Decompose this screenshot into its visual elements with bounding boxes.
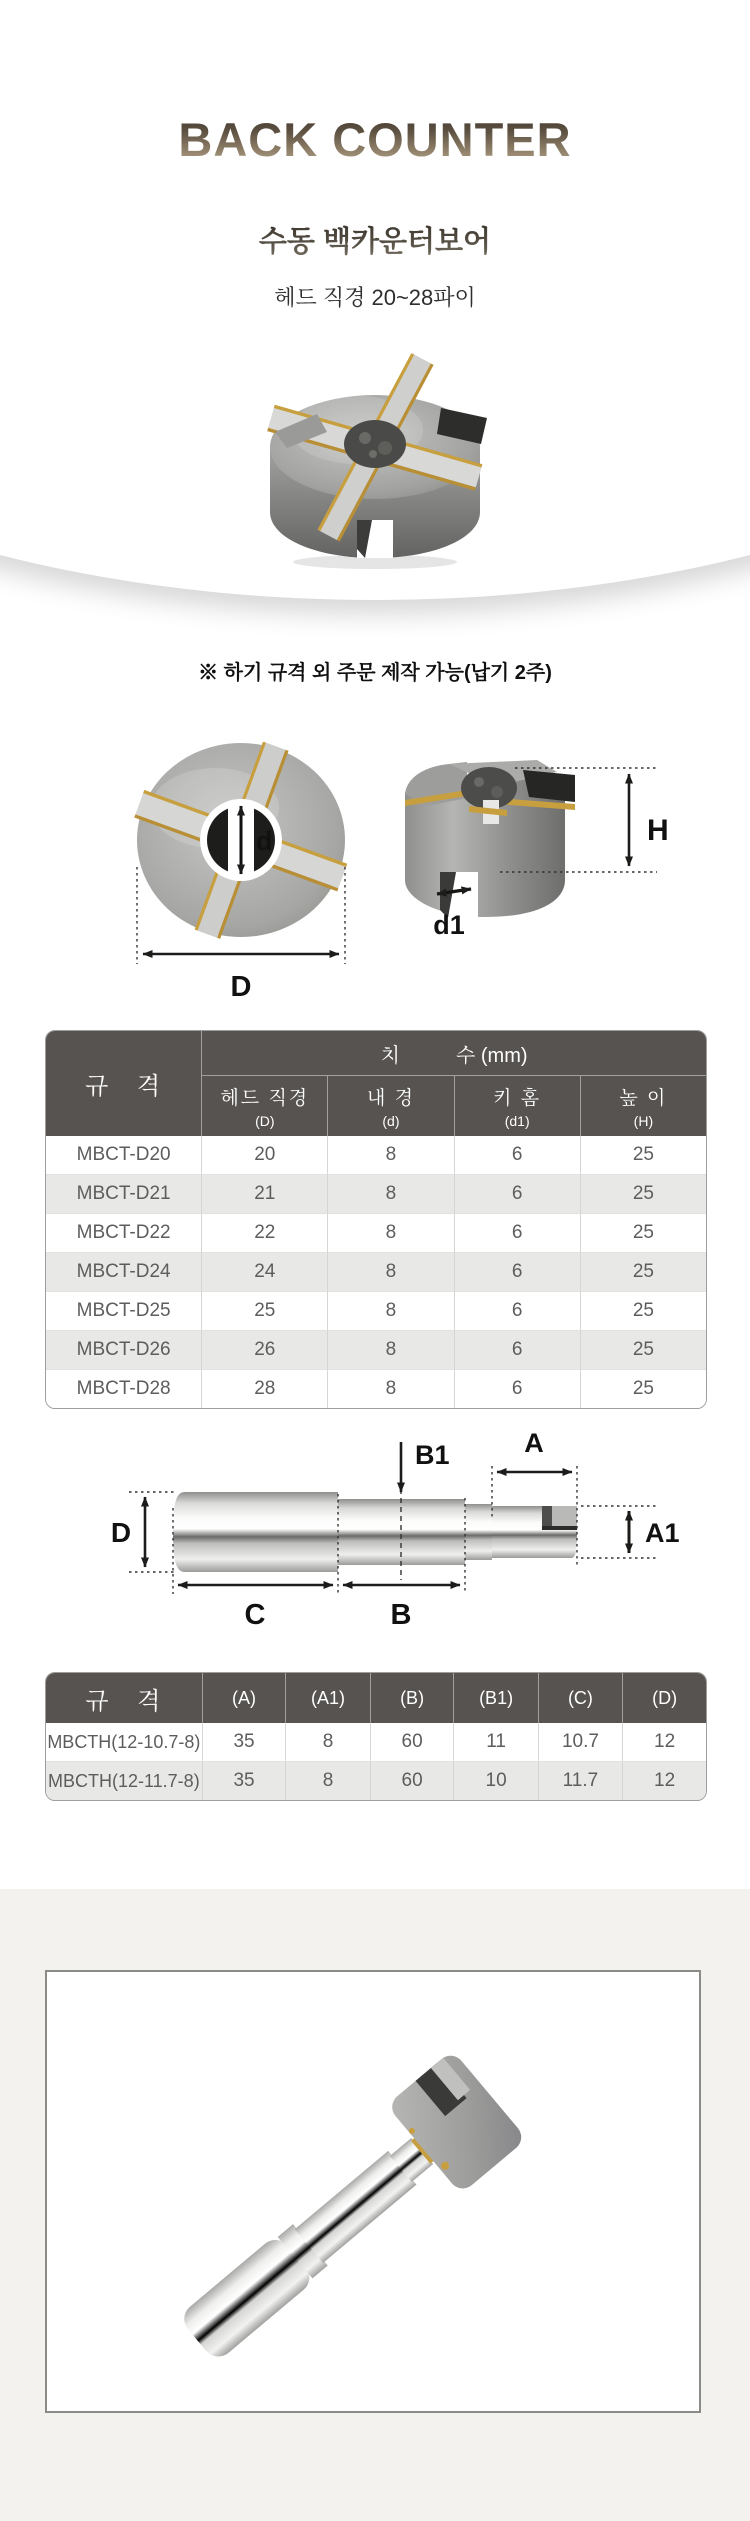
spec-value-cell: 12 <box>622 1761 706 1800</box>
column-header-A1: (A1) <box>285 1673 369 1723</box>
spec-value-cell: 6 <box>454 1252 580 1291</box>
spec-value-cell: 24 <box>201 1252 327 1291</box>
column-header-C: (C) <box>538 1673 622 1723</box>
column-header-D: (D) <box>622 1673 706 1723</box>
page-tagline: 헤드 직경 20~28파이 <box>274 285 476 310</box>
shank-dimension-diagram <box>45 1428 705 1663</box>
spec-value-cell: 11.7 <box>538 1761 622 1800</box>
assembled-tool-image <box>47 1972 699 2411</box>
column-header-A: (A) <box>202 1673 286 1723</box>
column-header-B1: (B1) <box>453 1673 537 1723</box>
spec-value-cell: 8 <box>327 1136 453 1174</box>
table-row <box>46 1136 706 1174</box>
page-title: BACK COUNTER <box>0 112 750 167</box>
spec-value-cell: 8 <box>327 1291 453 1330</box>
spec-value-cell: 8 <box>327 1330 453 1369</box>
spec-value-cell: 20 <box>201 1136 327 1174</box>
dimension-label-A: A <box>524 1428 544 1458</box>
page-subtitle: 수동 백카운터보어 <box>0 219 750 260</box>
table-row <box>46 1761 706 1800</box>
head-dimension-diagram <box>45 742 705 1002</box>
spec-value-cell: 28 <box>201 1369 327 1408</box>
column-header-height: 높 이 (H) <box>580 1076 706 1136</box>
dimension-label-shank-D: D <box>110 1517 132 1548</box>
spec-value-cell: 35 <box>202 1723 286 1761</box>
dimension-label-C: C <box>244 1599 266 1631</box>
hero-product-image <box>245 352 505 572</box>
spec-column-header: 규 격 <box>46 1673 202 1723</box>
table-row <box>46 1252 706 1291</box>
column-header-inner-diameter: 내 경 (d) <box>327 1076 453 1136</box>
spec-value-cell: 10.7 <box>538 1723 622 1761</box>
spec-column-header: 규 격 <box>46 1031 201 1136</box>
spec-value-cell: 25 <box>580 1136 706 1174</box>
spec-value-cell: 25 <box>580 1213 706 1252</box>
column-header-head-diameter: 헤드 직경 (D) <box>201 1076 327 1136</box>
spec-value-cell: 6 <box>454 1291 580 1330</box>
dimension-label-H: H <box>647 814 669 847</box>
column-header-keyway: 키 홈 (d1) <box>454 1076 580 1136</box>
spec-value-cell: 8 <box>285 1723 369 1761</box>
spec-value-cell: 8 <box>327 1213 453 1252</box>
group-header-right: 수 (mm) <box>456 1044 528 1067</box>
spec-value-cell: 10 <box>453 1761 537 1800</box>
spec-value-cell: 22 <box>201 1213 327 1252</box>
head-spec-table <box>45 1030 707 1409</box>
spec-value-cell: 60 <box>370 1723 454 1761</box>
table-row <box>46 1213 706 1252</box>
spec-value-cell: 6 <box>454 1369 580 1408</box>
dimension-label-B1: B1 <box>415 1440 450 1470</box>
spec-value-cell: 6 <box>454 1174 580 1213</box>
spec-value-cell: 21 <box>201 1174 327 1213</box>
spec-value-cell: 35 <box>202 1761 286 1800</box>
spec-value-cell: 60 <box>370 1761 454 1800</box>
spec-value-cell: 25 <box>580 1330 706 1369</box>
spec-name-cell: MBCTH(12-11.7-8) <box>46 1761 202 1800</box>
group-header-left: 치 <box>380 1044 400 1067</box>
spec-name-cell: MBCT-D26 <box>46 1330 201 1369</box>
custom-order-note: ※ 하기 규격 외 주문 제작 가능(납기 2주) <box>198 662 552 684</box>
spec-value-cell: 6 <box>454 1213 580 1252</box>
shank-spec-table-body <box>46 1723 706 1800</box>
bottom-section <box>0 1889 750 2521</box>
column-header-B: (B) <box>370 1673 454 1723</box>
spec-value-cell: 25 <box>580 1369 706 1408</box>
head-spec-table-body <box>46 1136 706 1408</box>
product-photo-panel <box>45 1970 701 2413</box>
spec-value-cell: 25 <box>201 1291 327 1330</box>
spec-value-cell: 8 <box>327 1252 453 1291</box>
spec-value-cell: 6 <box>454 1330 580 1369</box>
spec-name-cell: MBCT-D28 <box>46 1369 201 1408</box>
spec-name-cell: MBCT-D22 <box>46 1213 201 1252</box>
spec-value-cell: 11 <box>453 1723 537 1761</box>
table-row <box>46 1723 706 1761</box>
table-row <box>46 1174 706 1213</box>
spec-name-cell: MBCT-D24 <box>46 1252 201 1291</box>
dimension-label-A1: A1 <box>645 1518 680 1548</box>
spec-value-cell: 25 <box>580 1252 706 1291</box>
dimension-label-d: d <box>256 826 273 856</box>
table-row <box>46 1330 706 1369</box>
dimension-label-d1: d1 <box>433 910 465 940</box>
spec-value-cell: 26 <box>201 1330 327 1369</box>
dimension-label-B: B <box>390 1599 412 1631</box>
table-row <box>46 1291 706 1330</box>
spec-value-cell: 12 <box>622 1723 706 1761</box>
dimensions-group-header <box>201 1031 706 1076</box>
spec-value-cell: 8 <box>285 1761 369 1800</box>
spec-name-cell: MBCT-D21 <box>46 1174 201 1213</box>
spec-value-cell: 6 <box>454 1136 580 1174</box>
spec-value-cell: 25 <box>580 1291 706 1330</box>
spec-value-cell: 25 <box>580 1174 706 1213</box>
spec-name-cell: MBCTH(12-10.7-8) <box>46 1723 202 1761</box>
shank-spec-table <box>45 1672 707 1801</box>
spec-name-cell: MBCT-D25 <box>46 1291 201 1330</box>
dimension-label-D: D <box>230 971 252 1002</box>
table-row <box>46 1369 706 1408</box>
spec-value-cell: 8 <box>327 1174 453 1213</box>
spec-value-cell: 8 <box>327 1369 453 1408</box>
spec-name-cell: MBCT-D20 <box>46 1136 201 1174</box>
